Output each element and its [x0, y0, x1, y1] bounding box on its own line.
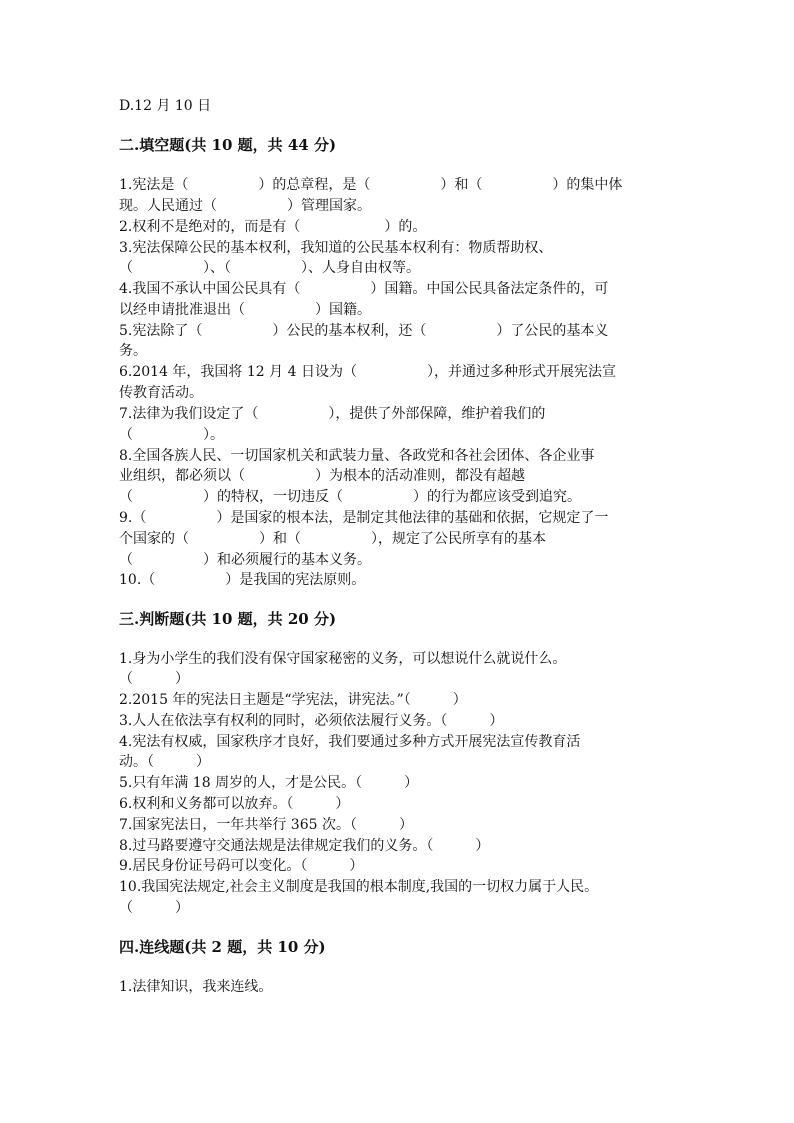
judge-line: 10.我国宪法规定,社会主义制度是我国的根本制度,我国的一切权力属于人民。 — [119, 879, 599, 895]
judge-line: 动。（ ） — [119, 754, 210, 770]
fill-line: 6.2014 年，我国将 12 月 4 日设为（ ），并通过多种形式开展宪法宣 — [119, 364, 616, 380]
judge-line: 3.人人在依法享有权利的同时，必须依法履行义务。（ ） — [119, 713, 504, 729]
judge-line: 4.宪法有权威，国家秩序才良好，我们要通过多种方式开展宪法宣传教育活 — [119, 734, 581, 750]
section-heading-matching: 四.连线题(共 2 题，共 10 分) — [119, 938, 326, 956]
fill-line: 现。人民通过（ ）管理国家。 — [119, 198, 371, 214]
fill-line: （ ）的特权，一切违反（ ）的行为都应该受到追究。 — [119, 489, 581, 505]
fill-line: 个国家的（ ）和（ ），规定了公民所享有的基本 — [119, 531, 546, 547]
fill-line: 1.宪法是（ ）的总章程，是（ ）和（ ）的集中体 — [119, 177, 623, 193]
section-heading-true-false: 三.判断题(共 10 题，共 20 分) — [119, 610, 337, 628]
judge-line: 5.只有年满 18 周岁的人，才是公民。（ ） — [119, 775, 419, 791]
judge-line: （ ） — [119, 900, 189, 916]
section-heading-fill-in: 二.填空题(共 10 题，共 44 分) — [119, 136, 337, 154]
judge-line: 2.2015 年的宪法日主题是“学宪法，讲宪法。”（ ） — [119, 692, 467, 708]
fill-line: （ ）、（ ）、人身自由权等。 — [119, 260, 420, 276]
fill-line: 传教育活动。 — [119, 385, 203, 401]
fill-line: （ ）和必须履行的基本义务。 — [119, 552, 371, 568]
fill-line: 3.宪法保障公民的基本权利，我知道的公民基本权利有：物质帮助权、 — [119, 240, 553, 256]
judge-line: 1.身为小学生的我们没有保守国家秘密的义务，可以想说什么就说什么。 — [119, 651, 567, 667]
fill-line: 以经申请批准退出（ ）国籍。 — [119, 302, 371, 318]
fill-line: 2.权利不是绝对的，而是有（ ）的。 — [119, 219, 427, 235]
matching-line: 1.法律知识，我来连线。 — [119, 979, 273, 995]
fill-line: 9.（ ）是国家的根本法，是制定其他法律的基础和依据，它规定了一 — [119, 510, 609, 526]
option-d: D.12 月 10 日 — [119, 98, 212, 114]
fill-line: 10.（ ）是我国的宪法原则。 — [119, 572, 366, 588]
fill-line: 5.宪法除了（ ）公民的基本权利，还（ ）了公民的基本义 — [119, 323, 609, 339]
judge-line: （ ） — [119, 671, 189, 687]
fill-line: 业组织，都必须以（ ）为根本的活动准则，都没有超越 — [119, 468, 525, 484]
fill-line: 8.全国各族人民、一切国家机关和武装力量、各政党和各社会团体、各企业事 — [119, 448, 595, 464]
fill-line: 7.法律为我们设定了（ ），提供了外部保障，维护着我们的 — [119, 406, 546, 422]
fill-line: （ ）。 — [119, 427, 224, 443]
fill-line: 4.我国不承认中国公民具有（ ）国籍。中国公民具备法定条件的，可 — [119, 281, 609, 297]
judge-line: 7.国家宪法日，一年共举行 365 次。（ ） — [119, 817, 413, 833]
judge-line: 9.居民身份证号码可以变化。（ ） — [119, 858, 364, 874]
judge-line: 8.过马路要遵守交通法规是法律规定我们的义务。（ ） — [119, 838, 490, 854]
fill-line: 务。 — [119, 343, 147, 359]
judge-line: 6.权利和义务都可以放弃。（ ） — [119, 796, 350, 812]
